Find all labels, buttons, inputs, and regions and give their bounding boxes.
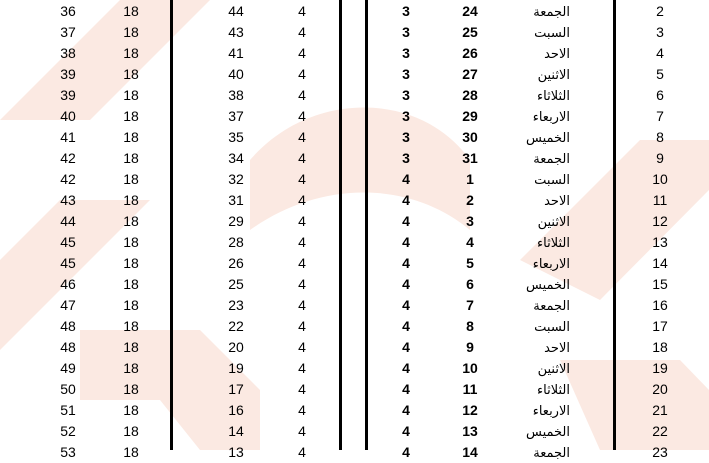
- cell-row-number: 18: [652, 339, 668, 355]
- cell-col-a: 37: [60, 24, 76, 40]
- cell-col-month: 4: [402, 297, 410, 313]
- column-divider: [365, 0, 368, 450]
- cell-col-month: 4: [402, 255, 410, 271]
- cell-day-name: الخميس: [526, 130, 570, 145]
- cell-col-b: 18: [123, 339, 139, 355]
- cell-row-number: 7: [656, 108, 664, 124]
- cell-col-a: 50: [60, 381, 76, 397]
- cell-row-number: 11: [652, 192, 668, 208]
- cell-day-name: السبت: [534, 319, 570, 334]
- cell-col-a: 39: [60, 87, 76, 103]
- cell-col-d: 4: [298, 3, 306, 19]
- cell-col-d: 4: [298, 234, 306, 250]
- cell-col-month: 3: [402, 108, 410, 124]
- cell-col-month: 4: [402, 276, 410, 292]
- cell-day-name: الثلاثاء: [537, 88, 570, 103]
- cell-col-date: 3: [466, 213, 474, 229]
- cell-col-b: 18: [123, 87, 139, 103]
- cell-col-date: 11: [462, 381, 478, 397]
- cell-col-date: 24: [462, 3, 478, 19]
- cell-col-month: 4: [402, 318, 410, 334]
- cell-col-d: 4: [298, 171, 306, 187]
- cell-col-a: 53: [60, 444, 76, 460]
- cell-row-number: 21: [652, 402, 668, 418]
- cell-col-c: 32: [228, 171, 244, 187]
- cell-col-month: 4: [402, 444, 410, 460]
- cell-col-b: 18: [123, 3, 139, 19]
- cell-col-a: 43: [60, 192, 76, 208]
- cell-col-date: 29: [462, 108, 478, 124]
- cell-col-d: 4: [298, 381, 306, 397]
- cell-day-name: الثلاثاء: [537, 235, 570, 250]
- cell-col-month: 4: [402, 213, 410, 229]
- cell-col-a: 40: [60, 108, 76, 124]
- cell-day-name: الثلاثاء: [537, 382, 570, 397]
- column-divider: [613, 0, 616, 450]
- cell-col-date: 28: [462, 87, 478, 103]
- cell-col-d: 4: [298, 213, 306, 229]
- cell-col-c: 41: [228, 45, 244, 61]
- cell-col-date: 30: [462, 129, 478, 145]
- cell-col-d: 4: [298, 150, 306, 166]
- cell-row-number: 9: [656, 150, 664, 166]
- cell-row-number: 15: [652, 276, 668, 292]
- cell-col-month: 3: [402, 45, 410, 61]
- cell-col-c: 13: [228, 444, 244, 460]
- cell-day-name: الاحد: [544, 193, 570, 208]
- cell-col-b: 18: [123, 423, 139, 439]
- cell-col-d: 4: [298, 402, 306, 418]
- cell-col-c: 20: [228, 339, 244, 355]
- cell-col-b: 18: [123, 129, 139, 145]
- cell-col-date: 25: [462, 24, 478, 40]
- cell-col-month: 4: [402, 402, 410, 418]
- cell-col-b: 18: [123, 234, 139, 250]
- table-row: [0, 43, 709, 64]
- cell-col-a: 42: [60, 150, 76, 166]
- cell-col-a: 48: [60, 318, 76, 334]
- cell-col-date: 31: [462, 150, 478, 166]
- cell-day-name: الاربعاء: [532, 109, 570, 124]
- cell-col-b: 18: [123, 108, 139, 124]
- cell-day-name: الجمعة: [533, 445, 570, 460]
- cell-col-a: 36: [60, 3, 76, 19]
- cell-col-b: 18: [123, 318, 139, 334]
- cell-row-number: 13: [652, 234, 668, 250]
- cell-row-number: 14: [652, 255, 668, 271]
- cell-col-month: 4: [402, 381, 410, 397]
- cell-col-c: 28: [228, 234, 244, 250]
- cell-col-b: 18: [123, 45, 139, 61]
- cell-col-d: 4: [298, 87, 306, 103]
- cell-col-d: 4: [298, 108, 306, 124]
- cell-row-number: 23: [652, 444, 668, 460]
- cell-col-c: 19: [228, 360, 244, 376]
- cell-col-date: 14: [462, 444, 478, 460]
- cell-col-date: 4: [466, 234, 474, 250]
- cell-col-d: 4: [298, 360, 306, 376]
- cell-col-a: 48: [60, 339, 76, 355]
- cell-col-c: 35: [228, 129, 244, 145]
- table-row: [0, 64, 709, 85]
- table-row: [0, 22, 709, 43]
- table-row: [0, 211, 709, 232]
- cell-col-date: 9: [466, 339, 474, 355]
- cell-row-number: 4: [656, 45, 664, 61]
- cell-col-b: 18: [123, 171, 139, 187]
- cell-col-b: 18: [123, 360, 139, 376]
- cell-col-b: 18: [123, 381, 139, 397]
- cell-col-d: 4: [298, 255, 306, 271]
- cell-day-name: الاثنين: [537, 361, 570, 376]
- cell-day-name: الاثنين: [537, 67, 570, 82]
- cell-day-name: الخميس: [526, 277, 570, 292]
- cell-col-c: 17: [228, 381, 244, 397]
- cell-col-month: 4: [402, 360, 410, 376]
- cell-day-name: الاحد: [544, 340, 570, 355]
- cell-day-name: الاربعاء: [532, 256, 570, 271]
- cell-col-b: 18: [123, 213, 139, 229]
- cell-row-number: 16: [652, 297, 668, 313]
- cell-col-b: 18: [123, 276, 139, 292]
- cell-col-b: 18: [123, 150, 139, 166]
- cell-col-a: 49: [60, 360, 76, 376]
- table-row: [0, 358, 709, 379]
- table-row: [0, 169, 709, 190]
- table-row: [0, 379, 709, 400]
- cell-col-date: 13: [462, 423, 478, 439]
- table-row: [0, 295, 709, 316]
- cell-col-b: 18: [123, 297, 139, 313]
- cell-col-month: 3: [402, 66, 410, 82]
- cell-day-name: السبت: [534, 172, 570, 187]
- cell-day-name: الاحد: [544, 46, 570, 61]
- cell-col-a: 45: [60, 255, 76, 271]
- cell-row-number: 20: [652, 381, 668, 397]
- cell-col-c: 43: [228, 24, 244, 40]
- cell-col-d: 4: [298, 444, 306, 460]
- cell-col-date: 27: [462, 66, 478, 82]
- cell-col-c: 25: [228, 276, 244, 292]
- cell-col-d: 4: [298, 192, 306, 208]
- cell-row-number: 12: [652, 213, 668, 229]
- cell-col-month: 4: [402, 234, 410, 250]
- cell-col-c: 14: [228, 423, 244, 439]
- cell-col-date: 7: [466, 297, 474, 313]
- cell-col-c: 31: [228, 192, 244, 208]
- cell-col-c: 16: [228, 402, 244, 418]
- cell-col-month: 3: [402, 129, 410, 145]
- cell-col-c: 44: [228, 3, 244, 19]
- cell-col-date: 1: [466, 171, 474, 187]
- cell-col-c: 37: [228, 108, 244, 124]
- cell-col-date: 2: [466, 192, 474, 208]
- cell-row-number: 17: [652, 318, 668, 334]
- cell-col-date: 26: [462, 45, 478, 61]
- cell-row-number: 2: [656, 3, 664, 19]
- cell-col-b: 18: [123, 402, 139, 418]
- cell-col-date: 10: [462, 360, 478, 376]
- table-row: [0, 232, 709, 253]
- cell-col-b: 18: [123, 24, 139, 40]
- cell-col-month: 4: [402, 192, 410, 208]
- cell-col-a: 39: [60, 66, 76, 82]
- cell-day-name: الجمعة: [533, 298, 570, 313]
- table-row: [0, 421, 709, 442]
- cell-row-number: 3: [656, 24, 664, 40]
- column-divider: [339, 0, 342, 450]
- cell-col-b: 18: [123, 444, 139, 460]
- cell-col-c: 40: [228, 66, 244, 82]
- cell-col-date: 6: [466, 276, 474, 292]
- cell-col-d: 4: [298, 297, 306, 313]
- table-row: [0, 148, 709, 169]
- cell-day-name: الجمعة: [533, 151, 570, 166]
- cell-col-a: 38: [60, 45, 76, 61]
- cell-col-d: 4: [298, 66, 306, 82]
- cell-col-c: 22: [228, 318, 244, 334]
- cell-col-b: 18: [123, 255, 139, 271]
- cell-row-number: 6: [656, 87, 664, 103]
- cell-col-a: 42: [60, 171, 76, 187]
- cell-col-a: 44: [60, 213, 76, 229]
- cell-col-a: 52: [60, 423, 76, 439]
- table-row: [0, 106, 709, 127]
- cell-col-d: 4: [298, 276, 306, 292]
- cell-col-date: 8: [466, 318, 474, 334]
- cell-col-a: 46: [60, 276, 76, 292]
- table-row: [0, 85, 709, 106]
- cell-row-number: 5: [656, 66, 664, 82]
- cell-col-d: 4: [298, 24, 306, 40]
- cell-col-d: 4: [298, 129, 306, 145]
- cell-col-d: 4: [298, 423, 306, 439]
- cell-day-name: الاثنين: [537, 214, 570, 229]
- cell-col-d: 4: [298, 45, 306, 61]
- cell-col-a: 41: [60, 129, 76, 145]
- cell-col-c: 26: [228, 255, 244, 271]
- cell-col-month: 3: [402, 87, 410, 103]
- cell-col-month: 4: [402, 423, 410, 439]
- cell-col-c: 34: [228, 150, 244, 166]
- cell-col-a: 45: [60, 234, 76, 250]
- cell-col-a: 47: [60, 297, 76, 313]
- cell-col-d: 4: [298, 339, 306, 355]
- table-row: [0, 1, 709, 22]
- cell-day-name: الجمعة: [533, 4, 570, 19]
- cell-col-date: 12: [462, 402, 478, 418]
- column-divider: [170, 0, 173, 450]
- table-row: [0, 316, 709, 337]
- table-row: [0, 442, 709, 463]
- cell-row-number: 8: [656, 129, 664, 145]
- cell-col-c: 29: [228, 213, 244, 229]
- cell-row-number: 19: [652, 360, 668, 376]
- cell-col-c: 38: [228, 87, 244, 103]
- cell-day-name: الاربعاء: [532, 403, 570, 418]
- table-row: [0, 127, 709, 148]
- cell-col-date: 5: [466, 255, 474, 271]
- table-row: [0, 190, 709, 211]
- cell-col-d: 4: [298, 318, 306, 334]
- cell-col-month: 3: [402, 24, 410, 40]
- cell-col-b: 18: [123, 66, 139, 82]
- table-row: [0, 400, 709, 421]
- cell-col-b: 18: [123, 192, 139, 208]
- cell-day-name: السبت: [534, 25, 570, 40]
- cell-col-month: 4: [402, 171, 410, 187]
- cell-day-name: الخميس: [526, 424, 570, 439]
- table-row: [0, 274, 709, 295]
- cell-col-month: 3: [402, 150, 410, 166]
- cell-col-month: 3: [402, 3, 410, 19]
- cell-col-month: 4: [402, 339, 410, 355]
- table-row: [0, 253, 709, 274]
- cell-col-a: 51: [60, 402, 76, 418]
- cell-col-c: 23: [228, 297, 244, 313]
- table-row: [0, 337, 709, 358]
- cell-row-number: 22: [652, 423, 668, 439]
- cell-row-number: 10: [652, 171, 668, 187]
